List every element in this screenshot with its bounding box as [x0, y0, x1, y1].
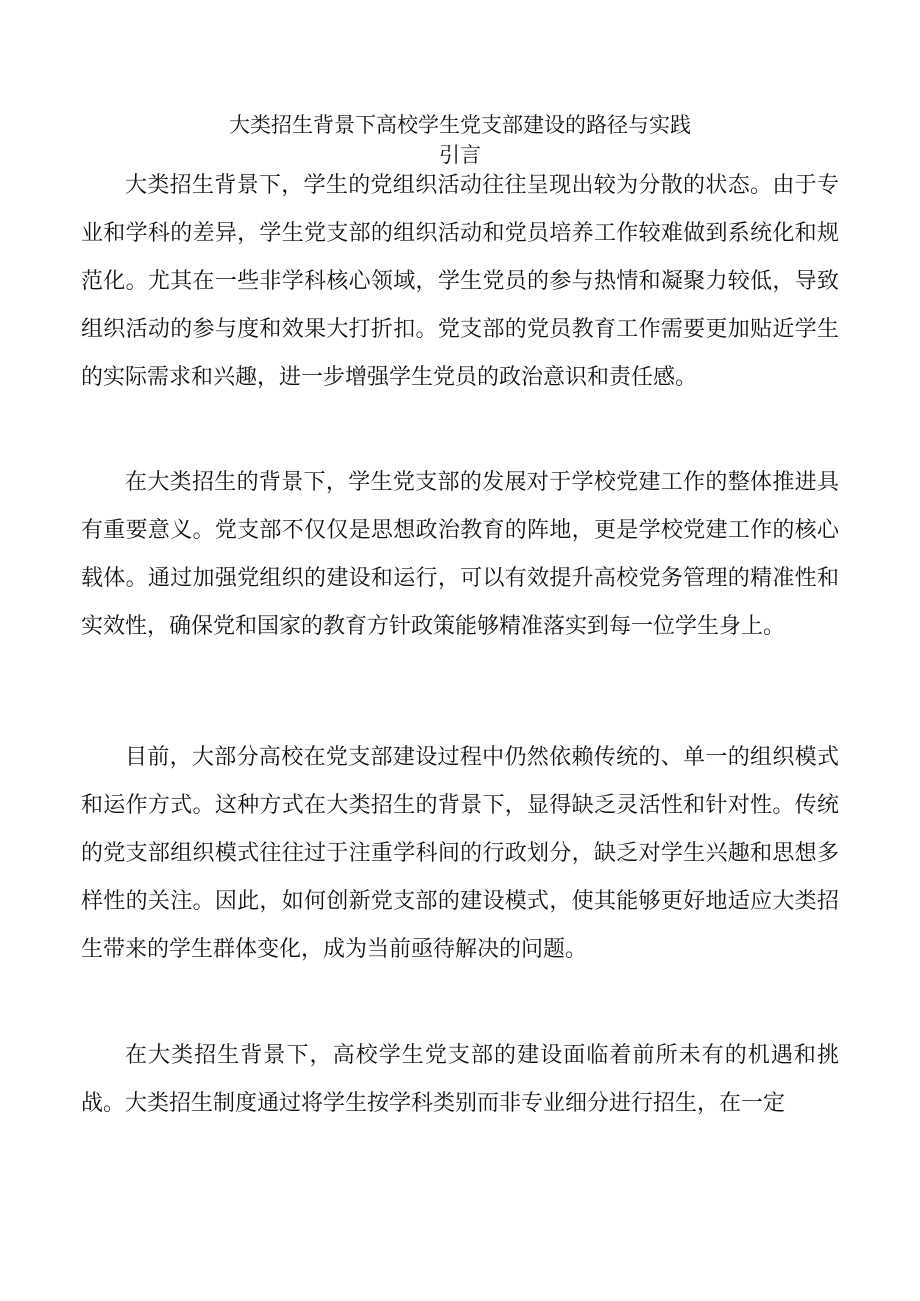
- paragraph-2: 在大类招生的背景下，学生党支部的发展对于学校党建工作的整体推进具有重要意义。党支部不仅仅是思想政治教育的阵地，更是学校党建工作的核心载体。通过加强党组织的建设和运行，可以有效提升高校党务管理的精准性和实效性，确保党和国家的教育方针政策能够精准落实到每一位学生身上。: [81, 470, 839, 639]
- paragraph-3: 目前，大部分高校在党支部建设过程中仍然依赖传统的、单一的组织模式和运作方式。这种方式在大类招生的背景下，显得缺乏灵活性和针对性。传统的党支部组织模式往往过于注重学科间的行政划分，缺乏对学生兴趣和思想多样性的关注。因此，如何创新党支部的建设模式，使其能够更好地适应大类招生带来的学生群体变化，成为当前亟待解决的问题。: [81, 745, 839, 962]
- paragraph-1: 大类招生背景下，学生的党组织活动往往呈现出较为分散的状态。由于专业和学科的差异，学生党支部的组织活动和党员培养工作较难做到系统化和规范化。尤其在一些非学科核心领域，学生党员的参与热情和凝聚力较低，导致组织活动的参与度和效果大打折扣。党支部的党员教育工作需要更加贴近学生的实际需求和兴趣，进一步增强学生党员的政治意识和责任感。: [81, 173, 839, 390]
- document-title: 大类招生背景下高校学生党支部建设的路径与实践: [229, 113, 691, 137]
- section-heading: 引言: [439, 143, 481, 167]
- paragraph-4: 在大类招生背景下，高校学生党支部的建设面临着前所未有的机遇和挑战。大类招生制度通过将学生按学科类别而非专业细分进行招生，在一定: [81, 1043, 839, 1116]
